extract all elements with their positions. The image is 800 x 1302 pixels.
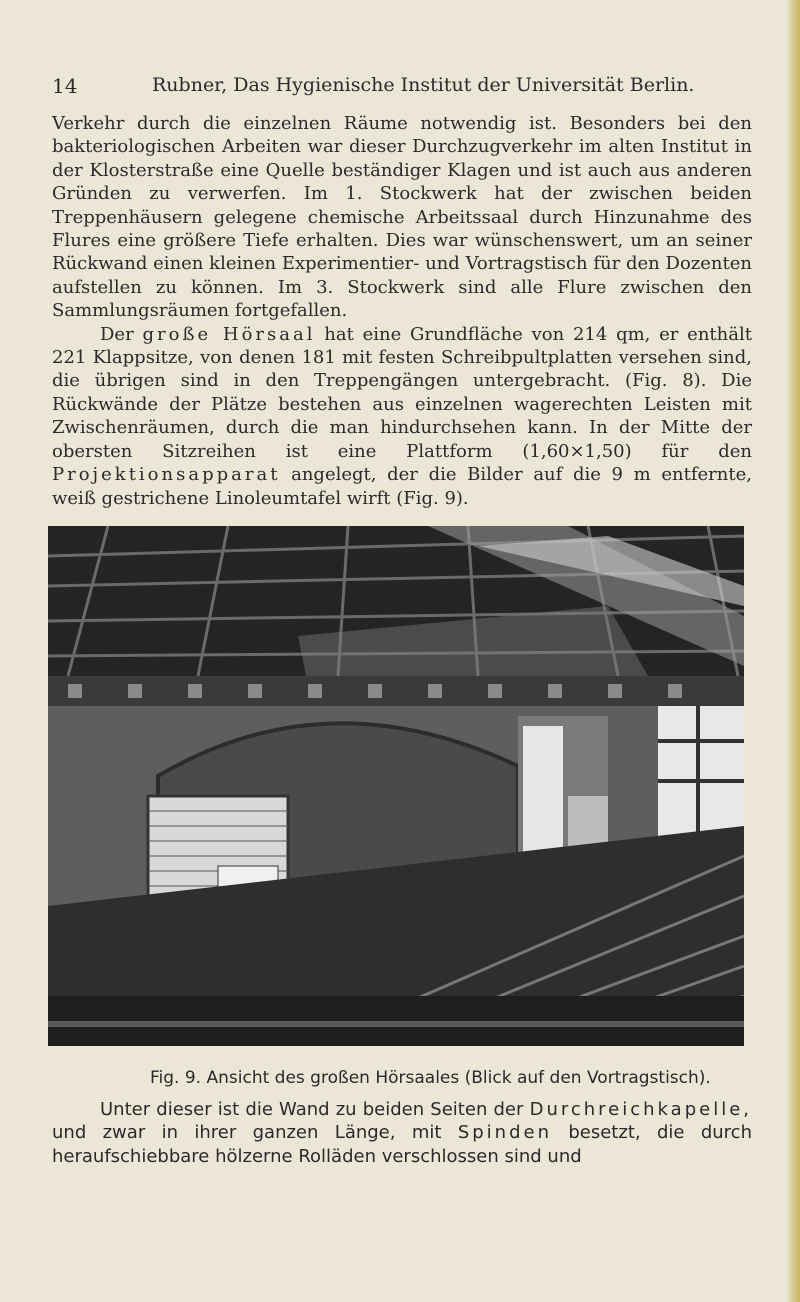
lecture-hall-photo: [48, 526, 744, 1046]
paragraph-1: Verkehr durch die einzelnen Räume notwendig ist. Besonders bei den bakteriologischen Arbeiten war dieser Durchzugverkehr im alten Institut in der Klosterstraße eine Quelle beständiger Klagen und ist auch aus anderen Gründen zu verwerfen. Im 1. Stockwerk hat der zwischen beiden Treppenhäusern gelegene chemische Arbeitssaal durch Hinzunahme des Flures eine größere Tiefe erhalten. Dies war wünschenswert, um an seiner Rückwand einen kleinen Experimentier- und Vortragstisch für den Dozenten aufstellen zu können. Im 3. Stockwerk sind alle Flure zwischen den Sammlungsräumen fortgefallen.: [52, 113, 752, 322]
paragraph-2: [52, 323, 752, 510]
body-text: [52, 112, 752, 510]
paragraph-3-part3: besetzt, die durch heraufschiebbare hölzerne Rolläden verschlossen sind und: [52, 1122, 752, 1167]
page-edge: [786, 0, 800, 1302]
term-projektionsapparat: Projektionsapparat: [52, 464, 281, 486]
paragraph-2-intro: Der: [100, 323, 134, 345]
term-spinden: Spinden: [457, 1122, 552, 1144]
paragraph-3-part2: und zwar in ihrer ganzen Länge, mit: [52, 1122, 442, 1144]
lecture-hall-illustration: [48, 526, 744, 1046]
continued-text: [52, 1098, 752, 1168]
term-durchreichkapelle: Durchreichkapelle,: [529, 1099, 752, 1120]
figure-caption: Fig. 9. Ansicht des großen Hörsaales (Blick auf den Vortragstisch).: [150, 1068, 711, 1088]
page-number: 14: [52, 74, 78, 98]
paragraph-2-part2: angelegt, der die Bilder auf die 9 m entfernte, weiß gestrichene Linoleumtafel wirft (Fig. 9).: [52, 464, 752, 509]
term-horsaal: große Hörsaal: [142, 323, 316, 345]
paragraph-3: [52, 1098, 752, 1168]
paragraph-3-part1: Unter dieser ist die Wand zu beiden Seiten der: [100, 1099, 524, 1120]
page-header: [52, 74, 752, 104]
running-head: Rubner, Das Hygienische Institut der Universität Berlin.: [152, 74, 695, 96]
paragraph-2-part1: hat eine Grundfläche von 214 qm, er enthält 221 Klappsitze, von denen 181 mit festen Schreibpultplatten versehen sind, die übrigen sind in den Treppengängen untergebracht. (Fig. 8). Die Rückwände der Plätze bestehen aus einzelnen wagerechten Leisten mit Zwischenräumen, durch die man hindurchsehen kann. In der Mitte der obersten Sitzreihen ist eine Plattform (1,60×1,50) für den: [52, 323, 752, 462]
